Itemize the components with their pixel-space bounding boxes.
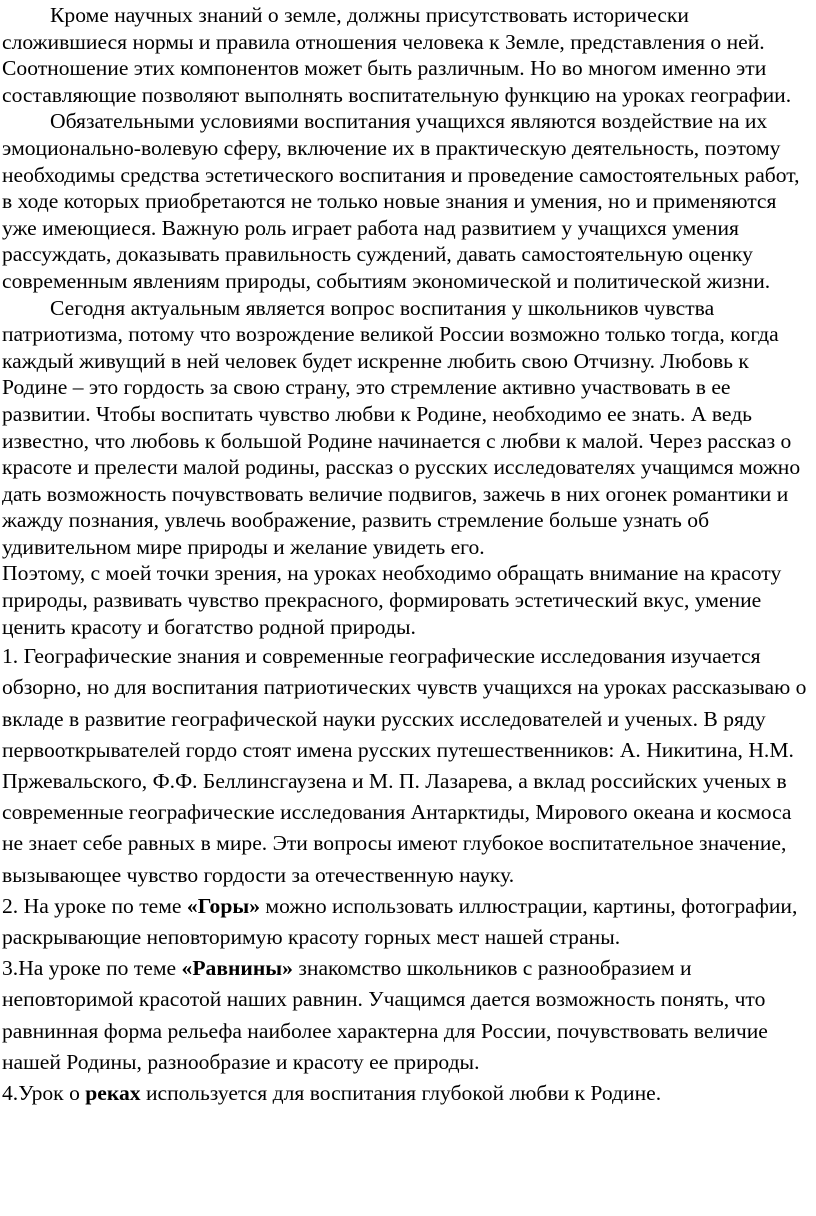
paragraph-scientific-knowledge: Кроме научных знаний о земле, должны присутствовать исторически сложившиеся нормы и правила отношения человека к Земле, представления о ней. Соотношение этих компонентов может быть различным. Но во многом именно эти составляющие позволяют выполнять воспитательную функцию на уроках географии. [2, 3, 792, 107]
list-item-plains [2, 953, 814, 1078]
paragraph-upbringing-conditions: Обязательными условиями воспитания учащихся являются воздействие на их эмоционально-волевую сферу, включение их в практическую деятельность, поэтому необходимы средства эстетического воспитания и проведение самостоятельных работ, в ходе которых приобретаются не только новые знания и умения, но и применяются уже имеющиеся. Важную роль играет работа над развитием у учащихся умения рассуждать, доказывать правильность суждений, давать самостоятельную оценку современным явлениям природы, событиям экономической и политической жизни. [2, 109, 800, 293]
topic-rivers: реках [85, 1081, 141, 1106]
list-item-mountains-rest: можно использовать иллюстрации, картины, фотографии, раскрывающие неповторимую красоту горных мест нашей страны. [2, 893, 798, 950]
paragraph-nature-beauty: Поэтому, с моей точки зрения, на уроках необходимо обращать внимание на красоту природы, развивать чувство прекрасного, формировать эстетический вкус, умение ценить красоту и богатство родной природы. [2, 561, 782, 639]
list-item-plains-rest: знакомство школьников с разнообразием и неповторимой красотой наших равнин. Учащимся дается возможность понять, что равнинная форма рельефа наиболее характерна для России, почувствовать величие нашей Родины, разнообразие и красоту ее природы. [2, 956, 768, 1074]
list-item-mountains [2, 891, 814, 953]
list-item-plains-lead: 3.На уроке по теме [2, 956, 182, 981]
list-item-rivers-lead: 4.Урок о [2, 1081, 86, 1106]
list-item-geographic-knowledge: 1. Географические знания и современные географические исследования изучается обзорно, но для воспитания патриотических чувств учащихся на уроках рассказываю о вкладе в развитие географической науки русских исследователей и ученых. В ряду первооткрывателей гордо стоят имена русских путешественников: А. Никитина, Н.М. Пржевальского, Ф.Ф. Беллинсгаузена и М. П. Лазарева, а вклад российских ученых в современные географические исследования Антарктиды, Мирового океана и космоса не знает себе равных в мире. Эти вопросы имеют глубокое воспитательное значение, вызывающее чувство гордости за отечественную науку. [2, 644, 807, 887]
topic-plains: «Равнины» [181, 956, 293, 981]
topic-mountains: «Горы» [186, 893, 261, 918]
list-item-mountains-lead: 2. На уроке по теме [2, 893, 187, 918]
paragraph-patriotism: Сегодня актуальным является вопрос воспитания у школьников чувства патриотизма, потому что возрождение великой России возможно только тогда, когда каждый живущий в ней человек будет искренне любить свою Отчизну. Любовь к Родине – это гордость за свою страну, это стремление активно участвовать в ее развитии. Чтобы воспитать чувство любви к Родине, необходимо ее знать. А ведь известно, что любовь к большой Родине начинается с любви к малой. Через рассказ о красоте и прелести малой родины, рассказ о русских исследователях учащимся можно дать возможность почувствовать величие подвигов, зажечь в них огонек романтики и жажду познания, увлечь воображение, развить стремление больше узнать об удивительном мире природы и желание увидеть его. [2, 295, 801, 559]
list-item-rivers [2, 1078, 814, 1109]
list-item-rivers-rest: используется для воспитания глубокой любви к Родине. [140, 1081, 662, 1106]
